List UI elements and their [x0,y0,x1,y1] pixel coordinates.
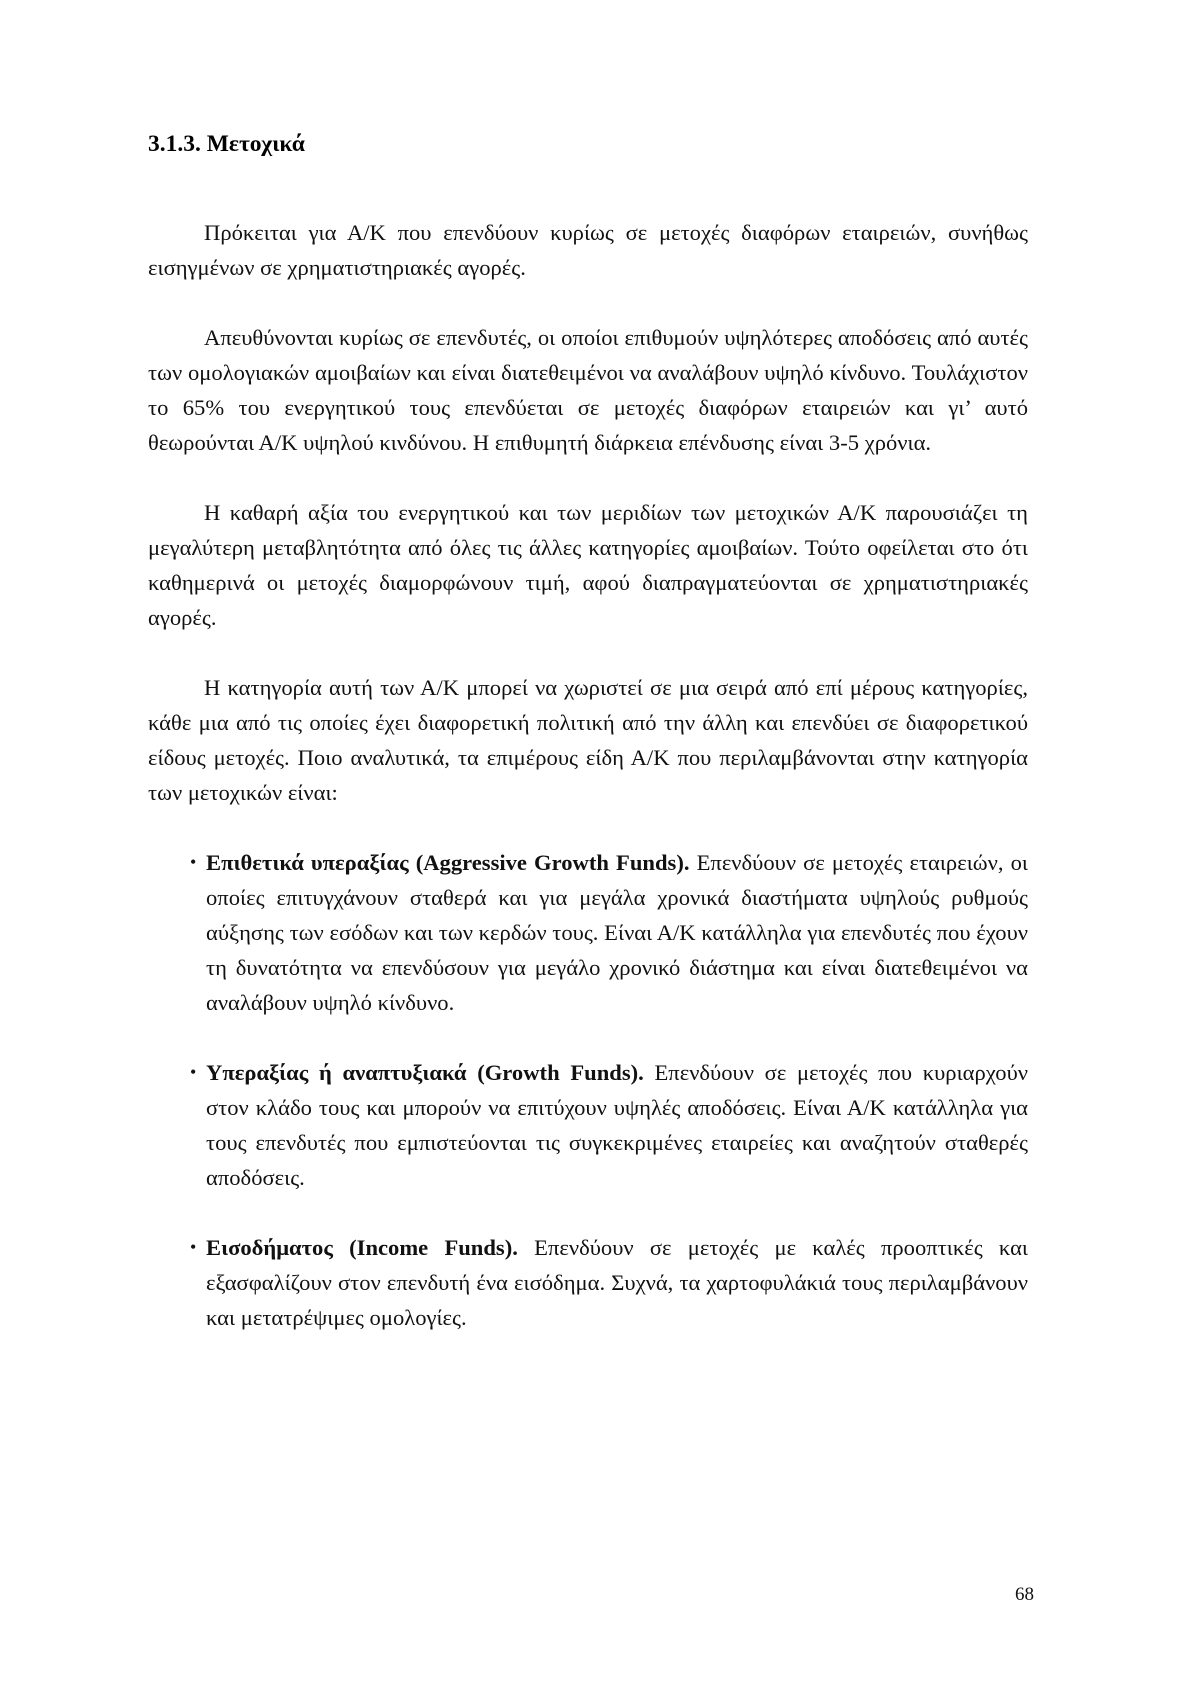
page-number: 68 [1015,1584,1034,1605]
paragraph-investors: Απευθύνονται κυρίως σε επενδυτές, οι οποίοι επιθυμούν υψηλότερες αποδόσεις από αυτές των ομολογιακών αμοιβαίων και είναι διατεθειμένοι να αναλάβουν υψηλό κίνδυνο. Τουλάχιστον το 65% του ενεργητικού τους επενδύεται σε μετοχές διαφόρων εταιρειών και γι’ αυτό θεωρούνται Α/Κ υψηλού κινδύνου. Η επιθυμητή διάρκεια επένδυσης είναι 3-5 χρόνια. [148,325,1028,455]
paragraph-net-value: Η καθαρή αξία του ενεργητικού και των μεριδίων των μετοχικών Α/Κ παρουσιάζει τη μεγαλύτερη μεταβλητότητα από όλες τις άλλες κατηγορίες αμοιβαίων. Τούτο οφείλεται στο ότι καθημερινά οι μετοχές διαμορφώνουν τιμή, αφού διαπραγματεύονται σε χρηματιστηριακές αγορές. [148,500,1028,630]
fund-types-list [148,845,1028,1335]
list-item-text: Επενδύουν σε μετοχές με καλές προοπτικές και εξασφαλίζουν στον επενδυτή ένα εισόδημα. Συχνά, τα χαρτοφυλάκιά τους περιλαμβάνουν και μετατρέψιμες ομολογίες. [206,1235,1028,1330]
list-item [148,1230,1028,1335]
list-item-text: Επενδύουν σε μετοχές που κυριαρχούν στον κλάδο τους και μπορούν να επιτύχουν υψηλές αποδόσεις. Είναι Α/Κ κατάλληλα για τους επενδυτές που εμπιστεύονται τις συγκεκριμένες εταιρείες και αναζητούν σταθερές αποδόσεις. [206,1060,1028,1190]
page-content [148,127,1028,1370]
paragraph-categories: Η κατηγορία αυτή των Α/Κ μπορεί να χωριστεί σε μια σειρά από επί μέρους κατηγορίες, κάθε μια από τις οποίες έχει διαφορετική πολιτική από την άλλη και επενδύει σε διαφορετικού είδους μετοχές. Ποιο αναλυτικά, τα επιμέρους είδη Α/Κ που περιλαμβάνονται στην κατηγορία των μετοχικών είναι: [148,675,1028,805]
section-title: 3.1.3. Μετοχικά [148,131,305,157]
paragraph-intro: Πρόκειται για Α/Κ που επενδύουν κυρίως σε μετοχές διαφόρων εταιρειών, συνήθως εισηγμένων σε χρηματιστηριακές αγορές. [148,220,1028,280]
list-item [148,845,1028,1020]
list-item-term: Εισοδήματος (Income Funds). [206,1235,518,1260]
list-item-term: Υπεραξίας ή αναπτυξιακά (Growth Funds). [206,1060,644,1085]
list-item-term: Επιθετικά υπεραξίας (Aggressive Growth Funds). [206,850,690,875]
bullet-marker: • [190,1062,197,1082]
list-item-text: Επενδύουν σε μετοχές εταιρειών, οι οποίες επιτυγχάνουν σταθερά και για μεγάλα χρονικά διαστήματα υψηλούς ρυθμούς αύξησης των εσόδων και των κερδών τους. Είναι Α/Κ κατάλληλα για επενδυτές που έχουν τη δυνατότητα να επενδύσουν για μεγάλο χρονικό διάστημα και είναι διατεθειμένοι να αναλάβουν υψηλό κίνδυνο. [206,850,1028,1015]
bullet-marker: • [190,1237,197,1257]
list-item [148,1055,1028,1195]
bullet-marker: • [190,852,197,872]
